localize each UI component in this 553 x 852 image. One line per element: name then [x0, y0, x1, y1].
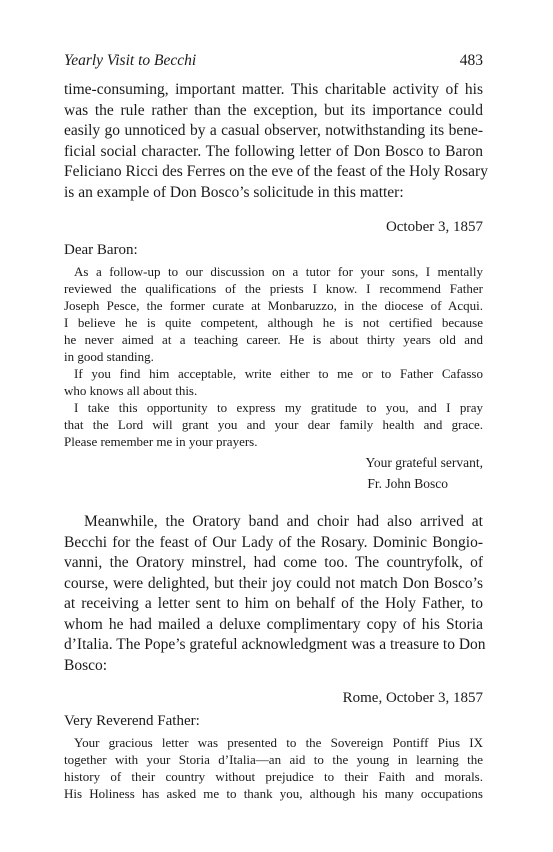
text-line: Your gracious letter was presented to the Sovereign Pontiff Pius IX [74, 735, 483, 750]
text-line: time-consuming, important matter. This charitable activity of his [64, 81, 483, 98]
text-line: at receiving a letter sent to him on behalf of the Holy Father, to [64, 595, 483, 612]
text-line: whom he had mailed a deluxe complimentary copy of his Storia [64, 615, 483, 633]
text-line: His Holiness has asked me to thank you, although his many occupations [64, 786, 483, 801]
letter1-salutation: Dear Baron: [64, 242, 138, 258]
text-line: easily go unnoticed by a casual observer, notwithstanding its bene- [64, 122, 483, 139]
running-title: Yearly Visit to Becchi [64, 52, 197, 69]
text-line: course, were delighted, but their joy could not match Don Bosco’s [64, 574, 483, 592]
text-line: that the Lord will grant you and your dear family health and grace. [64, 417, 483, 432]
text-line: d’Italia. The Pope’s grateful acknowledgment was a treasure to Don [64, 636, 486, 653]
text-line: who knows all about this. [64, 383, 198, 398]
letter1-signoff [64, 452, 483, 494]
letter1-signature: Fr. John Bosco [367, 476, 448, 491]
text-line: together with your Storia d’Italia—an aid to the young in learning the [64, 752, 483, 767]
letter1-closing: Your grateful servant, [365, 455, 483, 470]
text-line: history of their country without prejudice to their Faith and morals. [64, 769, 483, 784]
text-line: in good standing. [64, 349, 154, 364]
intro-paragraph [64, 80, 488, 203]
text-line: Meanwhile, the Oratory band and choir had also arrived at [84, 513, 483, 530]
letter1-body [64, 263, 483, 450]
letter1-date: October 3, 1857 [385, 219, 483, 235]
text-line: Please remember me in your prayers. [64, 434, 258, 449]
text-line: I believe he is quite competent, although he is not certified because [64, 315, 483, 330]
page-number: 483 [459, 52, 483, 69]
text-line: Feliciano Ricci des Ferres on the eve of the feast of the Holy Rosary [64, 163, 488, 180]
text-line: Becchi for the feast of Our Lady of the Rosary. Dominic Bongio- [64, 533, 483, 551]
text-line: reviewed the qualifications of the priests I know. I recommend Father [64, 281, 483, 296]
letter2-date: Rome, October 3, 1857 [342, 690, 483, 706]
running-header [64, 52, 483, 80]
text-line: As a follow-up to our discussion on a tutor for your sons, I mentally [74, 264, 483, 279]
text-line: If you find him acceptable, write either to me or to Father Cafasso [74, 366, 483, 381]
text-line: Bosco: [64, 656, 108, 674]
middle-paragraph [64, 512, 486, 676]
text-line: vanni, the Oratory minstrel, had come too. The countryfolk, of [64, 554, 483, 571]
letter2-body [64, 734, 483, 802]
text-line: he never aimed at a teaching career. He is about thirty years old and [64, 332, 483, 347]
text-line: was the rule rather than the exception, but its importance could [64, 101, 483, 119]
text-line: Joseph Pesce, the former curate at Monbaruzzo, in the diocese of Acqui. [64, 298, 483, 313]
letter2-salutation: Very Reverend Father: [64, 713, 200, 729]
text-line: is an example of Don Bosco’s solicitude in this matter: [64, 183, 404, 201]
text-line: ficial social character. The following letter of Don Bosco to Baron [64, 142, 483, 160]
text-line: I take this opportunity to express my gratitude to you, and I pray [74, 400, 483, 415]
